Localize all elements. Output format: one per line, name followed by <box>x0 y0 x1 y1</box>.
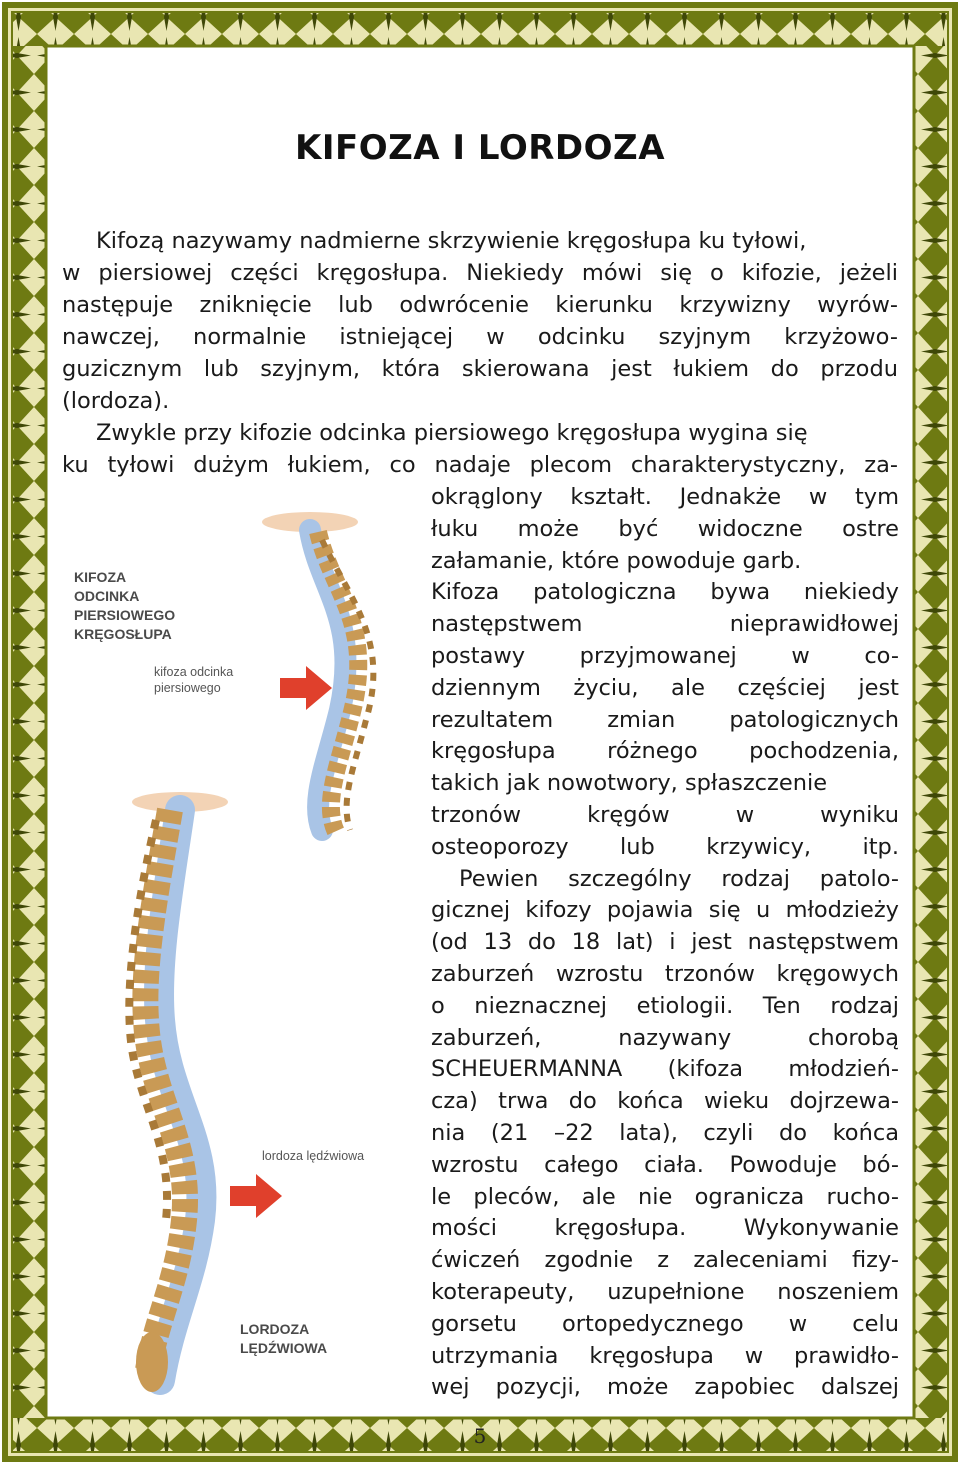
text-line: w piersiowej części kręgosłupa. Niekiedy mówi się o kifozie, jeżeli <box>62 260 898 286</box>
text-line: kręgosłupa różnego pochodzenia, <box>431 738 899 765</box>
text-line: takich jak nowotwory, spłaszczenie <box>431 770 828 797</box>
text-line: SCHEUERMANNA (kifoza młodzień- <box>431 1056 899 1083</box>
text-line: osteoporozy lub krzywicy, itp. <box>431 833 899 860</box>
text-line: wzrostu całego ciała. Powoduje bó- <box>431 1151 899 1178</box>
text-line: następuje zniknięcie lub odwrócenie kierunku krzywizny wyrów- <box>62 292 898 318</box>
text-line: guzicznym lub szyjnym, która skierowana jest łukiem do przodu <box>62 356 898 382</box>
label-line: PIERSIOWEGO <box>74 607 176 623</box>
text-line: załamanie, które powoduje garb. <box>431 547 802 574</box>
label-line: LORDOZA <box>240 1321 310 1337</box>
note-line: piersiowego <box>154 681 221 695</box>
text-line: dziennym życiu, ale częściej jest <box>431 674 899 701</box>
figure-label-kyphosis <box>74 568 175 644</box>
text-line: trzonów kręgów w wyniku <box>431 802 899 828</box>
text-line: cza) trwa do końca wieku dojrzewa- <box>431 1088 899 1115</box>
page-number: 5 <box>473 1424 487 1448</box>
text-line: Kifozą nazywamy nadmierne skrzywienie kręgosłupa ku tyłowi, <box>96 228 807 254</box>
text-line: Zwykle przy kifozie odcinka piersiowego kręgosłupa wygina się <box>96 420 808 446</box>
text-line: gicznej kifozy pojawia się u młodzieży <box>431 897 899 924</box>
text-line: gorsetu ortopedycznego w celu <box>431 1310 899 1337</box>
text-line: następstwem nieprawidłowej <box>431 611 899 638</box>
figure-note-lordosis: lordoza lędźwiowa <box>262 1149 365 1163</box>
text-line: Kifoza patologiczna bywa niekiedy <box>431 579 899 606</box>
text-line: łuku może być widoczne ostre <box>431 515 899 542</box>
text-line: (lordoza). <box>62 388 170 414</box>
label-line: KRĘGOSŁUPA <box>74 626 172 642</box>
text-line: le pleców, ale nie ogranicza rucho- <box>431 1183 899 1210</box>
text-line: o nieznacznej etiologii. Ten rodzaj <box>431 992 899 1019</box>
text-line: mości kręgosłupa. Wykonywanie <box>431 1215 899 1242</box>
arrow-lordosis-icon <box>230 1174 282 1218</box>
page-title: KIFOZA I LORDOZA <box>294 128 666 168</box>
label-line: ODCINKA <box>74 588 140 604</box>
text-line: koterapeuty, uzupełnione noszeniem <box>431 1279 899 1305</box>
figure-label-lordosis <box>240 1320 327 1358</box>
text-line: ćwiczeń zgodnie z zaleceniami fizy- <box>431 1247 899 1274</box>
sacrum <box>136 1332 168 1392</box>
label-line: LĘDŹWIOWA <box>240 1340 328 1356</box>
text-line: zaburzeń wzrostu trzonów kręgowych <box>431 961 899 987</box>
text-line: okrąglony kształt. Jednakże w tym <box>431 484 899 510</box>
text-line: rezultatem zmian patologicznych <box>431 706 899 733</box>
text-line: wej pozycji, może zapobiec dalszej <box>431 1374 899 1401</box>
figure-note-kyphosis <box>154 664 233 696</box>
text-line: nia (21 –22 lata), czyli do końca <box>431 1120 899 1146</box>
text-line: (od 13 do 18 lat) i jest następstwem <box>431 929 899 956</box>
text-line: ku tyłowi dużym łukiem, co nadaje plecom charakterystyczny, za- <box>62 452 898 478</box>
text-line: zaburzeń, nazywany chorobą <box>431 1024 899 1051</box>
text-line: Pewien szczególny rodzaj patolo- <box>459 865 899 892</box>
text-line: postawy przyjmowanej w co- <box>431 643 899 669</box>
label-line: KIFOZA <box>74 569 127 585</box>
text-line: utrzymania kręgosłupa w prawidło- <box>431 1342 899 1369</box>
text-line: nawczej, normalnie istniejącej w odcinku szyjnym krzyżowo- <box>62 324 898 350</box>
arrow-kyphosis-icon <box>280 666 332 710</box>
note-line: kifoza odcinka <box>154 665 234 679</box>
